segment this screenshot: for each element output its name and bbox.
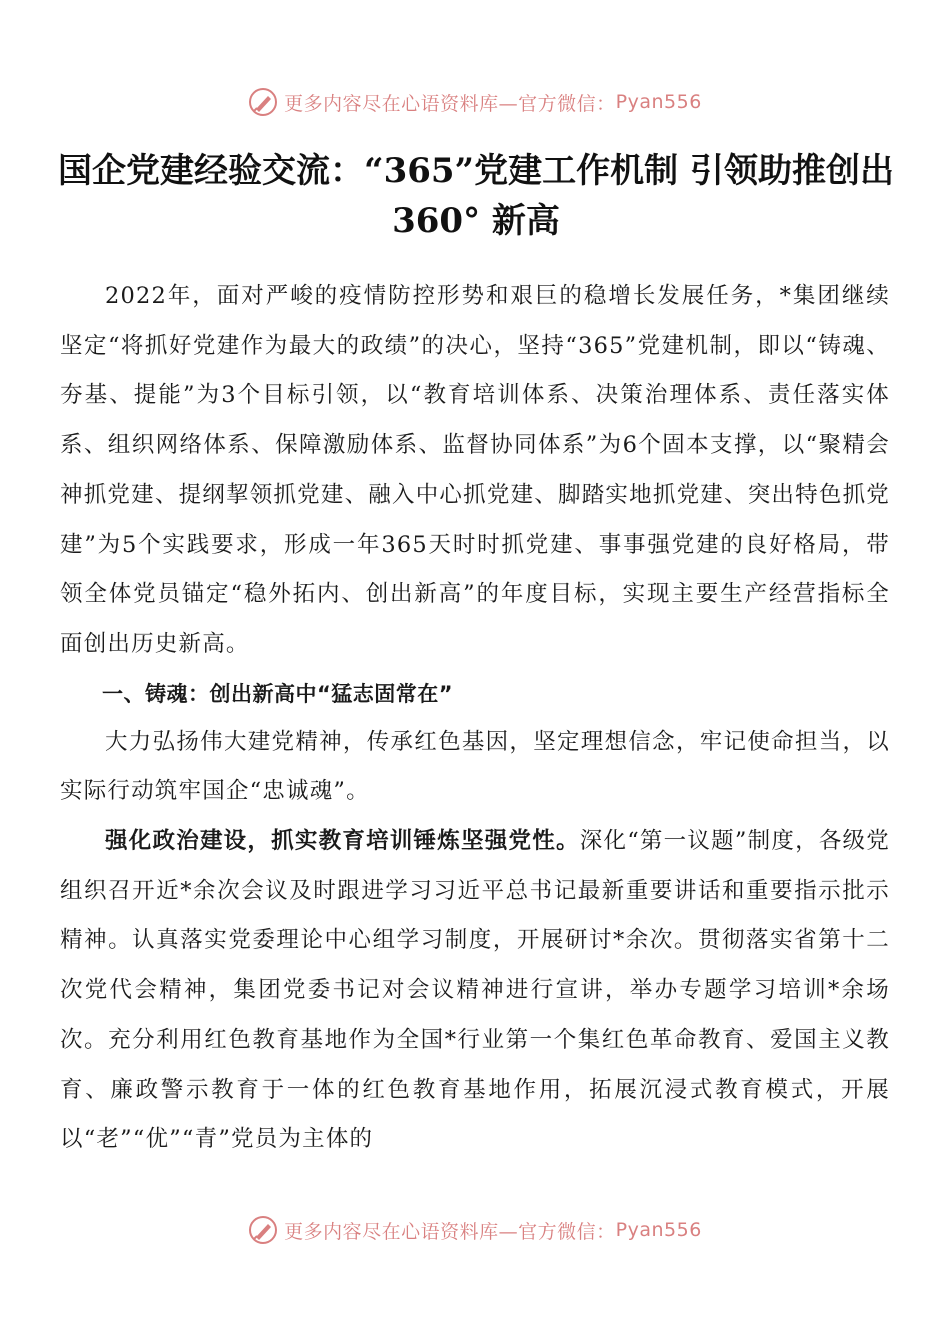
intro-paragraph: 2022年，面对严峻的疫情防控形势和艰巨的稳增长发展任务，*集团继续坚定“将抓好党建作为最大的政绩”的决心，坚持“365”党建机制，即以“铸魂、夯基、提能”为3个目标引领，以“教育培训体系、决策治理体系、责任落实体系、组织网络体系、保障激励体系、监督协同体系”为6个固本支撑，以“聚精会神抓党建、提纲挈领抓党建、融入中心抓党建、脚踏实地抓党建、突出特色抓党建”为5个实践要求，形成一年365天时时抓党建、事事强党建的良好格局，带领全体党员锚定“稳外拓内、创出新高”的年度目标，实现主要生产经营指标全面创出历史新高。 — [60, 283, 890, 657]
pen-logo-icon — [248, 1215, 278, 1245]
section-heading: 一、铸魂：创出新高中“猛志固常在” — [102, 681, 454, 706]
watermark-text: 更多内容尽在心语资料库—官方微信： — [284, 92, 616, 115]
paragraph-lead: 强化政治建设，抓实教育培训锤炼坚强党性。 — [105, 828, 580, 855]
watermark-wechat-id: Pyan556 — [615, 91, 702, 113]
paragraph-body: 深化“第一议题”制度，各级党组织召开近*余次会议及时跟进学习习近平总书记最新重要讲话和重要指示批示精神。认真落实党委理论中心组学习制度，开展研讨*余次。贯彻落实省第十二次党代会精神，集团党委书记对会议精神进行宣讲，举办专题学习培训*余场次。充分利用红色教育基地作为全国*行业第一个集红色革命教育、爱国主义教育、廉政警示教育于一体的红色教育基地作用，拓展沉浸式教育模式，开展以“老”“优”“青”党员为主体的 — [60, 828, 890, 1153]
watermark-wechat-id: Pyan556 — [615, 1219, 702, 1241]
header-watermark — [0, 82, 950, 122]
watermark-text: 更多内容尽在心语资料库—官方微信： — [284, 1220, 616, 1243]
footer-watermark — [0, 1210, 950, 1250]
section-paragraph: 大力弘扬伟大建党精神，传承红色基因，坚定理想信念，牢记使命担当，以实际行动筑牢国企“忠诚魂”。 — [60, 728, 890, 805]
document-body — [60, 272, 890, 1165]
pen-logo-icon — [248, 87, 278, 117]
section-paragraph-with-lead — [60, 817, 890, 1165]
document-title: 国企党建经验交流：“365”党建工作机制 引领助推创出360° 新高 — [58, 151, 894, 241]
